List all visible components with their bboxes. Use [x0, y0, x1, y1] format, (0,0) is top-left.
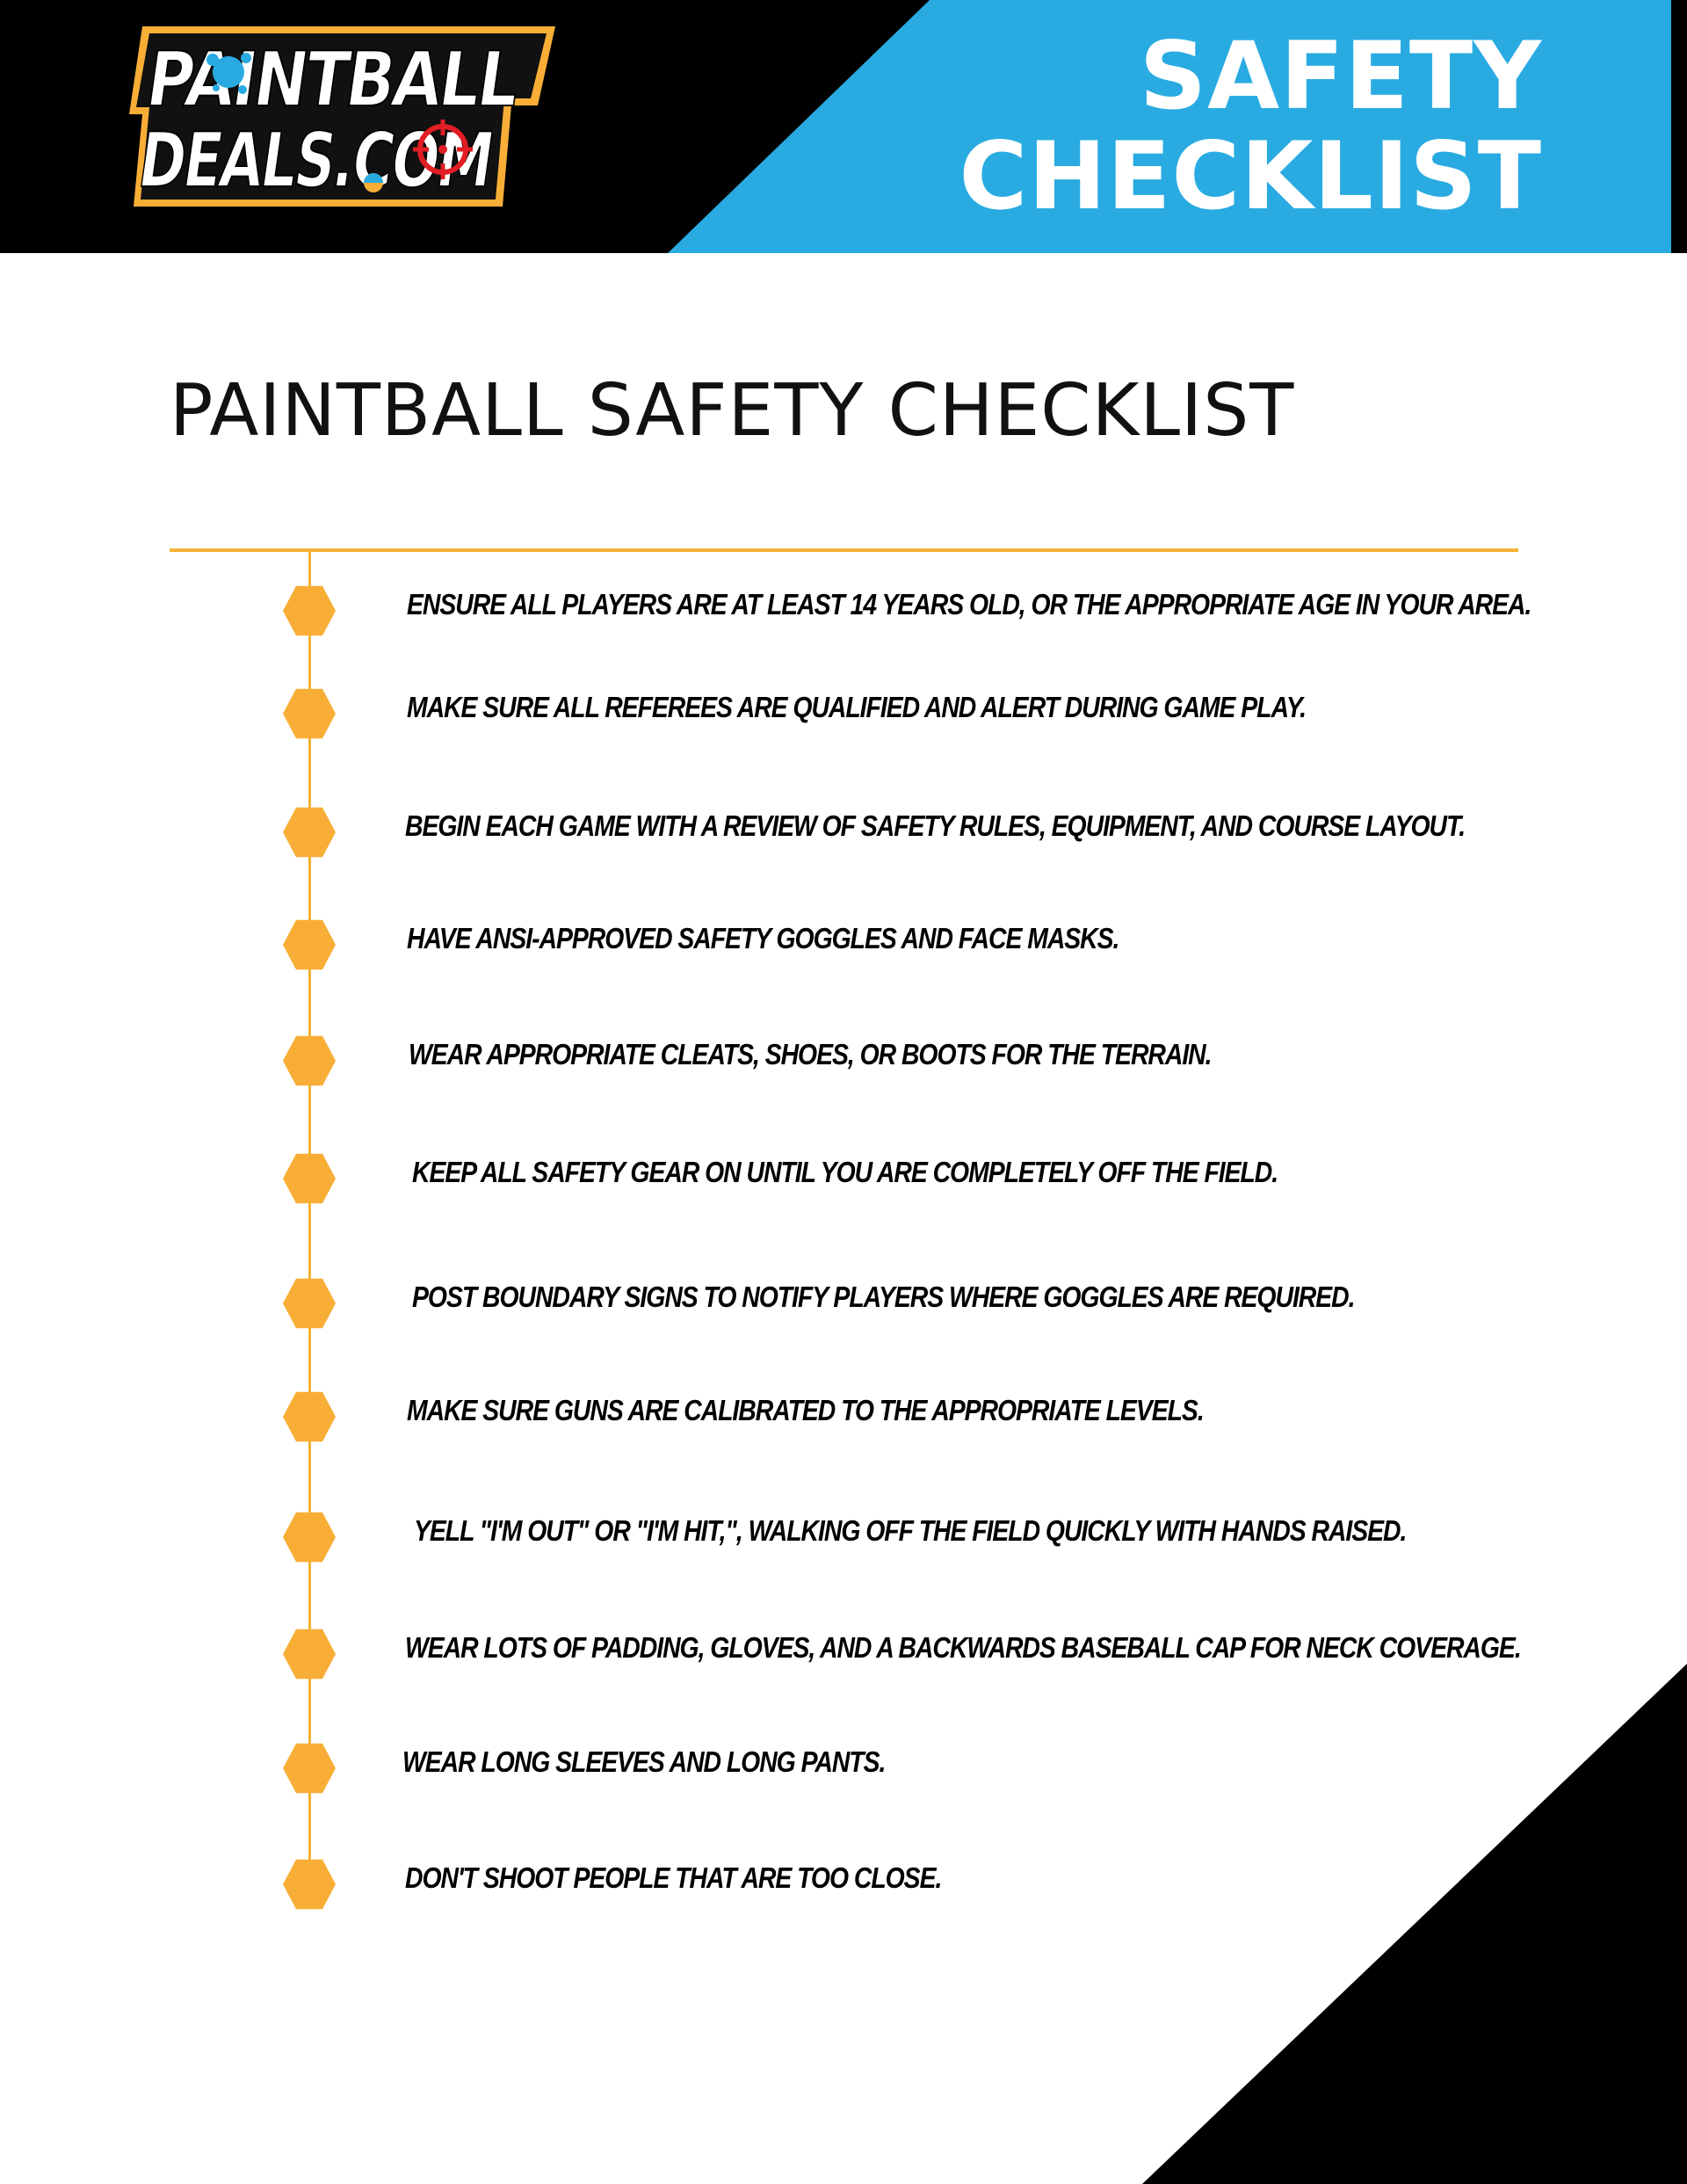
- checklist-item: [0, 797, 1687, 867]
- checklist-item: [0, 1733, 1687, 1803]
- hexagon-bullet-icon: [283, 918, 336, 971]
- checklist-item: [0, 1619, 1687, 1689]
- logo-line2: DEALS.COM: [134, 117, 621, 205]
- timeline-line: [308, 550, 311, 1900]
- hexagon-bullet-icon: [283, 1152, 336, 1205]
- checklist-item: [0, 1268, 1687, 1339]
- checklist-item: [0, 678, 1687, 749]
- checklist-item-text: POST BOUNDARY SIGNS TO NOTIFY PLAYERS WHERE GOGGLES ARE REQUIRED.: [412, 1281, 1355, 1313]
- checklist-item-text: BEGIN EACH GAME WITH A REVIEW OF SAFETY RULES, EQUIPMENT, AND COURSE LAYOUT.: [405, 809, 1466, 842]
- checklist-item-text: YELL "I'M OUT" OR "I'M HIT,", WALKING OFF THE FIELD QUICKLY WITH HANDS RAISED.: [414, 1514, 1407, 1547]
- checklist-item-text: WEAR APPROPRIATE CLEATS, SHOES, OR BOOTS FOR THE TERRAIN.: [409, 1038, 1212, 1070]
- checklist-item-text: MAKE SURE GUNS ARE CALIBRATED TO THE APPROPRIATE LEVELS.: [407, 1394, 1204, 1426]
- hexagon-bullet-icon: [283, 1511, 336, 1564]
- page-title: PAINTBALL SAFETY CHECKLIST: [170, 369, 1295, 453]
- checklist-item-text: KEEP ALL SAFETY GEAR ON UNTIL YOU ARE COMPLETELY OFF THE FIELD.: [412, 1156, 1278, 1188]
- checklist-item-text: WEAR LONG SLEEVES AND LONG PANTS.: [402, 1745, 886, 1778]
- banner-title: [927, 22, 1542, 230]
- hexagon-bullet-icon: [283, 1277, 336, 1330]
- checklist-item-text: MAKE SURE ALL REFEREES ARE QUALIFIED AND ALERT DURING GAME PLAY.: [407, 691, 1306, 723]
- checklist-item: [0, 1143, 1687, 1214]
- checklist-item: [0, 576, 1687, 646]
- checklist-item: [0, 1026, 1687, 1096]
- checklist-item-text: HAVE ANSI-APPROVED SAFETY GOGGLES AND FACE MASKS.: [407, 922, 1119, 954]
- brand-logo: [125, 18, 621, 215]
- banner-title-line2: CHECKLIST: [959, 122, 1542, 230]
- hexagon-bullet-icon: [283, 1390, 336, 1443]
- hexagon-bullet-icon: [283, 1858, 336, 1911]
- logo-line1: PAINTBALL: [141, 36, 592, 124]
- checklist-item: [0, 1502, 1687, 1572]
- hexagon-bullet-icon: [283, 806, 336, 859]
- hexagon-bullet-icon: [283, 687, 336, 740]
- checklist-item-text: WEAR LOTS OF PADDING, GLOVES, AND A BACKWARDS BASEBALL CAP FOR NECK COVERAGE.: [405, 1631, 1521, 1664]
- checklist-item-text: ENSURE ALL PLAYERS ARE AT LEAST 14 YEARS OLD, OR THE APPROPRIATE AGE IN YOUR AREA.: [407, 588, 1531, 620]
- checklist-item: [0, 910, 1687, 980]
- hexagon-bullet-icon: [283, 1628, 336, 1680]
- title-divider: [170, 548, 1518, 552]
- checklist-item: [0, 1382, 1687, 1452]
- hexagon-bullet-icon: [283, 584, 336, 637]
- logo-dot-icon: [364, 173, 383, 192]
- hexagon-bullet-icon: [283, 1034, 336, 1087]
- checklist-item-text: DON'T SHOOT PEOPLE THAT ARE TOO CLOSE.: [405, 1861, 942, 1894]
- checklist-item: [0, 1849, 1687, 1919]
- banner-title-line1: SAFETY: [1139, 22, 1542, 130]
- hexagon-bullet-icon: [283, 1742, 336, 1795]
